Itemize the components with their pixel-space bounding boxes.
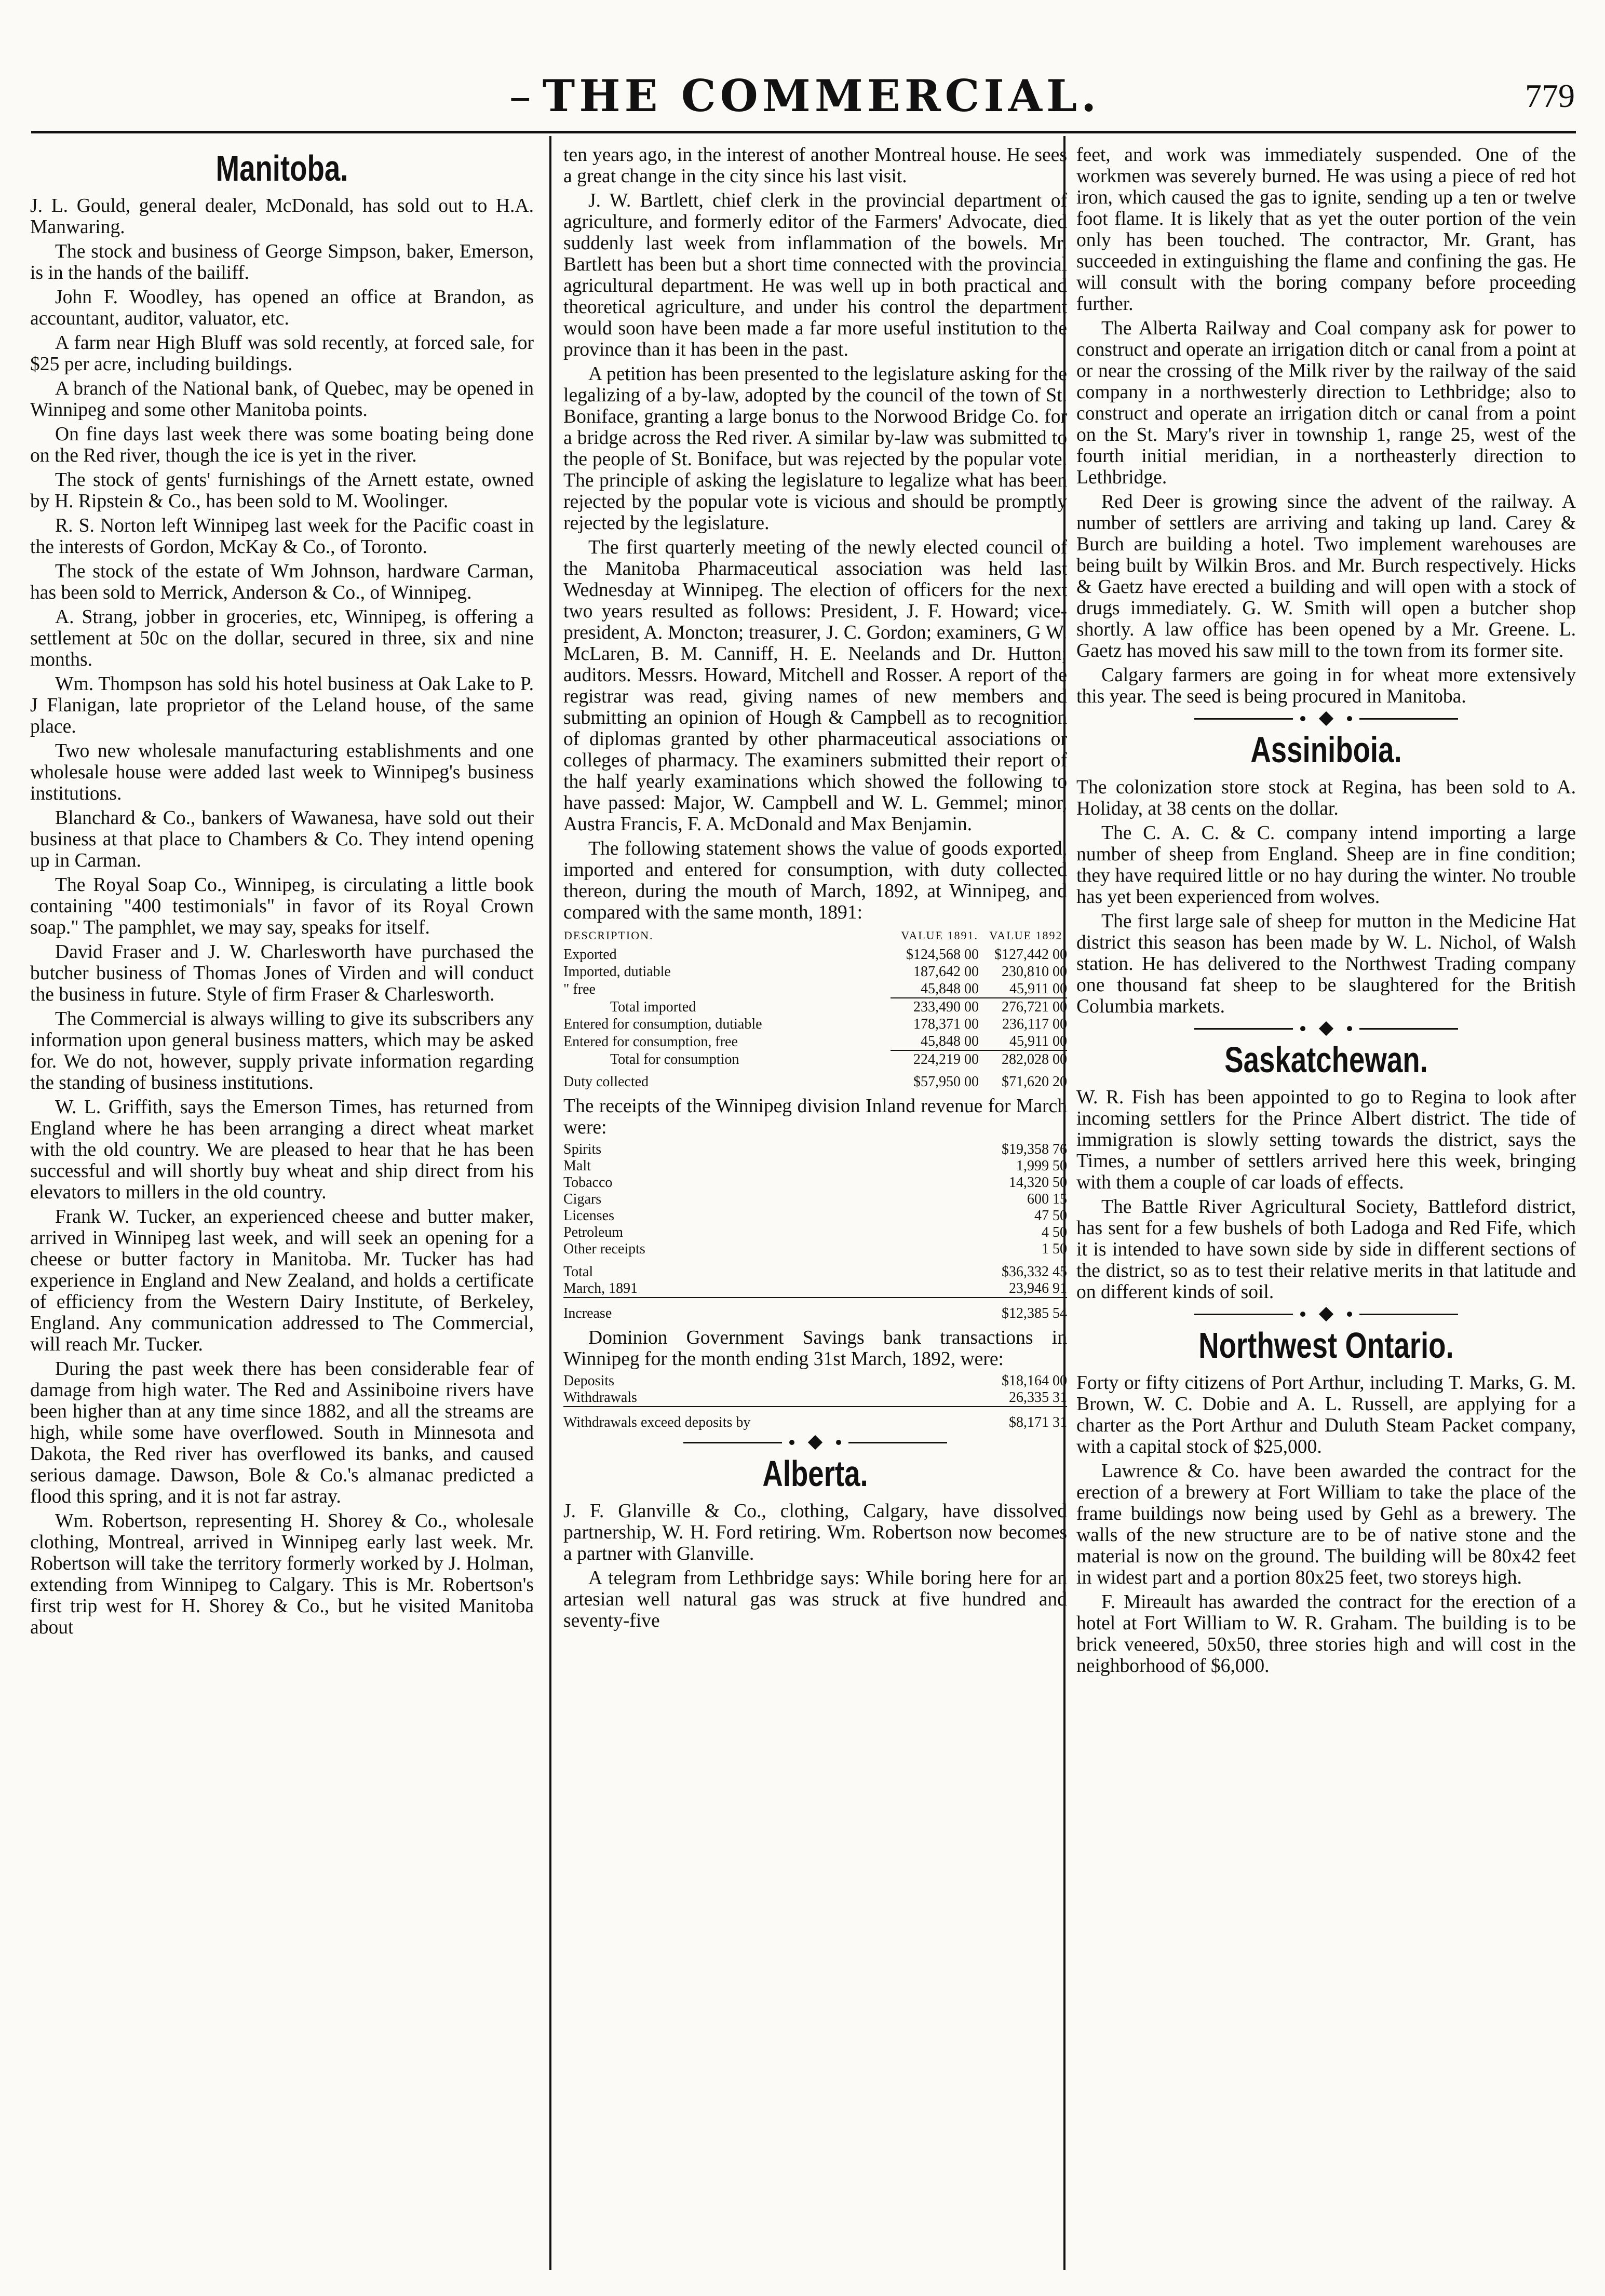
table-cell: Entered for consumption, dutiable: [563, 1016, 762, 1032]
savings-bank-table: [563, 1373, 1067, 1431]
article-paragraph: The stock of the estate of Wm Johnson, hardware Carman, has been sold to Merrick, Anderson & Co., of Winnipeg.: [30, 561, 534, 603]
article-paragraph: The Alberta Railway and Coal company ask for power to construct and operate an irrigation ditch or canal from a point at or near the crossing of the Milk river by the railway of the said company in a northwesterly direction to Lethbridge; also to construct and operate an irrigation ditch or canal from a point on the St. Mary's river in township 1, range 25, west of the fourth initial meridian, in a northeasterly direction to Lethbridge.: [1076, 318, 1576, 488]
article-paragraph: On fine days last week there was some boating being done on the Red river, though the ice is yet in the river.: [30, 424, 534, 466]
section-separator: [1076, 1023, 1576, 1034]
article-paragraph: David Fraser and J. W. Charlesworth have purchased the butcher business of Thomas Jones of Virden and will conduct the business in future. Style of firm Fraser & Charlesworth.: [30, 941, 534, 1005]
table-cell: 282,028 00: [979, 1050, 1067, 1068]
table-cell: 1,999 50: [1016, 1158, 1067, 1174]
table-row: [563, 1050, 1067, 1068]
table-cell: Malt: [563, 1158, 591, 1174]
table-header: VALUE 1892.: [989, 929, 1067, 942]
table-cell: Spirits: [563, 1141, 602, 1157]
table-row: [563, 946, 1067, 963]
table-header: DESCRIPTION.: [564, 929, 654, 942]
section-separator: [1076, 713, 1576, 724]
article-paragraph: The first quarterly meeting of the newly elected council of the Manitoba Pharmaceutical association was held last Wednesday at Winnipeg. The election of officers for the next two years resulted as follows: President, J. F. Howard; vice-president, A. Moncton; treasurer, J. C. Gordon; examiners, G W. McLaren, B. M. Canniff, H. E. Neelands and Dr. Hutton; auditors. Messrs. Howard, Mitchell and Rosser. A report of the registrar was read, giving names of new members and submitting an opinion of Hough & Campbell as to recognition of diplomas granted by other pharmaceutical associations or colleges of pharmacy. The examiners submitted their report of the half yearly examinations which showed the following to have passed: Major, W. Campbell and W. L. Gemmel; minor, Austra Francis, F. A. McDonald and Max Benjamin.: [563, 537, 1067, 835]
savings-bank-intro: Dominion Government Savings bank transactions in Winnipeg for the month ending 31st March, 1892, were:: [563, 1327, 1067, 1370]
trade-statement-table: [563, 926, 1067, 1090]
article-paragraph: A farm near High Bluff was sold recently, at forced sale, for $25 per acre, including buildings.: [30, 332, 534, 375]
table-cell: $127,442 00: [994, 947, 1067, 963]
table-cell: Entered for consumption, free: [563, 1034, 738, 1050]
masthead-title: THE COMMERCIAL.: [542, 70, 1101, 121]
article-paragraph: Frank W. Tucker, an experienced cheese and butter maker, arrived in Winnipeg last week, and will seek an opening for a cheese or butter factory in Manitoba. Mr. Tucker has had experience in England and New Zealand, and holds a certificate of efficiency from the Western Dairy Institute, of Berkeley, England. Any communication addressed to The Commercial, will reach Mr. Tucker.: [30, 1206, 534, 1355]
table-cell: 1 50: [1042, 1241, 1067, 1257]
table-row: [563, 1158, 1067, 1174]
table-cell: 45,848 00: [921, 1033, 979, 1049]
article-paragraph: A. Strang, jobber in groceries, etc, Winnipeg, is offering a settlement at 50c on the dollar, secured in three, six and nine months.: [30, 606, 534, 670]
table-cell: 187,642 00: [913, 964, 979, 980]
masthead: [363, 70, 1246, 122]
article-paragraph: Calgary farmers are going in for wheat more extensively this year. The seed is being procured in Manitoba.: [1076, 665, 1576, 707]
table-cell: 230,810 00: [1002, 964, 1067, 980]
column-2: [563, 144, 1067, 2278]
table-cell: $19,358 76: [1002, 1141, 1067, 1157]
table-row: [563, 1241, 1067, 1258]
table-cell: 4 50: [1042, 1224, 1067, 1240]
masthead-dash: –: [509, 71, 535, 121]
article-paragraph: The C. A. C. & C. company intend importing a large number of sheep from England. Sheep are in fine condition; they have required little or no hay during the winter. No trouble has yet been experienced from wolves.: [1076, 822, 1576, 908]
table-cell: $71,620 20: [1002, 1074, 1067, 1090]
table-row: [563, 1280, 1067, 1298]
article-paragraph: The Battle River Agricultural Society, Battleford district, has sent for a few bushels of both Ladoga and Red Fife, which it is intended to have sown side by side in different sections of the district, so as to test their relative merits in that latitude and on different kinds of soil.: [1076, 1196, 1576, 1303]
section-heading-northwest-ontario: Northwest Ontario.: [1198, 1325, 1454, 1366]
table-row: [563, 1373, 1067, 1389]
article-paragraph: A petition has been presented to the legislature asking for the legalizing of a by-law, adopted by the council of the town of St. Boniface, granting a large bonus to the Norwood Bridge Co. for a bridge across the Red river. A similar by-law was submitted to the people of St. Boniface, but was rejected by the popular vote. The principle of asking the legislature to legalize what has been rejected by the popular vote is vicious and should be promptly rejected by the legislature.: [563, 363, 1067, 534]
article-paragraph: The Royal Soap Co., Winnipeg, is circulating a little book containing "400 testimonials" in favor of its Royal Crown soap." The pamphlet, we may say, speaks for itself.: [30, 874, 534, 938]
table-cell: Total imported: [610, 999, 696, 1015]
table-cell: Other receipts: [563, 1241, 645, 1257]
table-header: VALUE 1891.: [901, 929, 978, 942]
table-cell: $57,950 00: [913, 1074, 979, 1090]
article-paragraph: John F. Woodley, has opened an office at Brandon, as accountant, auditor, valuator, etc.: [30, 287, 534, 329]
table-cell: March, 1891: [563, 1280, 638, 1296]
table-row: [563, 1208, 1067, 1224]
article-paragraph: The following statement shows the value of goods exported, imported and entered for consumption, with duty collected thereon, during the mouth of March, 1892, at Winnipeg, and compared with the same month, 1891:: [563, 838, 1067, 923]
article-paragraph: Two new wholesale manufacturing establishments and one wholesale house were added last week to Winnipeg's business institutions.: [30, 740, 534, 804]
table-cell: 276,721 00: [979, 998, 1067, 1016]
section-heading-assiniboia: Assiniboia.: [1250, 730, 1402, 770]
table-cell: Cigars: [563, 1191, 602, 1207]
article-paragraph: Lawrence & Co. have been awarded the contract for the erection of a brewery at Fort William to take the place of the frame buildings now being used by Gehl as a brewery. The walls of the new structure are to be of native stone and the material is now on the ground. The building will be 80x42 feet in widest part and a portion 80x25 feet, two storeys high.: [1076, 1461, 1576, 1588]
table-row: [563, 998, 1067, 1016]
table-cell: 23,946 91: [1009, 1280, 1067, 1296]
table-row: [563, 1224, 1067, 1241]
table-cell: Increase: [563, 1298, 968, 1322]
northwest-ontario-articles: [1076, 1372, 1576, 1677]
table-row: [563, 1407, 1067, 1431]
saskatchewan-articles: [1076, 1087, 1576, 1303]
header-rule: [31, 131, 1576, 133]
table-row: [563, 1298, 1067, 1322]
column-1: [30, 144, 534, 2278]
table-cell: 26,335 31: [1009, 1389, 1067, 1406]
table-cell: Total: [563, 1264, 594, 1280]
table-cell: 14,320 50: [1009, 1174, 1067, 1191]
table-cell: Total for consumption: [610, 1051, 739, 1068]
table-cell: Withdrawals: [563, 1389, 637, 1406]
column-rule-1: [549, 136, 551, 2270]
section-separator: [1076, 1309, 1576, 1319]
table-cell: 45,911 00: [1009, 981, 1067, 997]
table-row: [563, 1068, 1067, 1090]
article-paragraph: A telegram from Lethbridge says: While boring here for an artesian well natural gas was struck at five hundred and seventy-five: [563, 1568, 1067, 1631]
table-row: [563, 1174, 1067, 1191]
section-heading-saskatchewan: Saskatchewan.: [1224, 1039, 1428, 1080]
article-paragraph: feet, and work was immediately suspended. One of the workmen was severely burned. He was using a piece of red hot iron, which caused the gas to ignite, sending up a ten or twelve foot flame. It is likely that as yet the outer portion of the vein only has been touched. The contractor, Mr. Grant, has succeeded in extinguishing the flame and confining the gas. He will consult with the boring company before proceeding further.: [1076, 144, 1576, 315]
inland-revenue-intro: The receipts of the Winnipeg division Inland revenue for March were:: [563, 1096, 1067, 1138]
section-separator: [563, 1437, 1067, 1448]
column-3: [1076, 144, 1576, 2278]
table-cell: Deposits: [563, 1373, 614, 1389]
article-paragraph: Wm. Thompson has sold his hotel business at Oak Lake to P. J Flanigan, late proprietor of the Leland house, of the same place.: [30, 673, 534, 737]
article-paragraph: Red Deer is growing since the advent of the railway. A number of settlers are arriving and taking up land. Carey & Burch are building a hotel. Two implement warehouses are being built by Wilkin Bros. and Mr. Burch respectively. Hicks & Gaetz have erected a building and will open with a stock of drugs immediately. G. W. Smith will open a butcher shop shortly. A law office has been opened by a Mr. Greene. L. Gaetz has moved his saw mill to the town from its former site.: [1076, 491, 1576, 661]
alberta-articles-continued: [1076, 144, 1576, 707]
table-cell: 236,117 00: [1002, 1016, 1067, 1032]
table-cell: $12,385 54: [968, 1298, 1067, 1322]
manitoba-articles-continued: [563, 144, 1067, 923]
table-row: [563, 963, 1067, 980]
article-paragraph: Blanchard & Co., bankers of Wawanesa, have sold out their business at that place to Chambers & Co. They intend opening up in Carman.: [30, 807, 534, 871]
article-paragraph: W. L. Griffith, says the Emerson Times, has returned from England where he has been arranging a direct wheat market with the old country. We are pleased to hear that he has been successful and will shortly buy wheat and ship direct from his elevators to millers in the old country.: [30, 1097, 534, 1203]
table-cell: Exported: [563, 947, 617, 963]
table-row: [563, 1258, 1067, 1280]
article-paragraph: The stock of gents' furnishings of the Arnett estate, owned by H. Ripstein & Co., has been sold to M. Woolinger.: [30, 469, 534, 512]
table-cell: 178,371 00: [913, 1016, 979, 1032]
table-cell: Tobacco: [563, 1174, 613, 1191]
table-cell: $8,171 31: [968, 1407, 1067, 1431]
table-cell: $18,164 00: [1002, 1373, 1067, 1389]
article-paragraph: J. L. Gould, general dealer, McDonald, has sold out to H.A. Manwaring.: [30, 195, 534, 238]
article-paragraph: J. W. Bartlett, chief clerk in the provincial department of agriculture, and formerly editor of the Farmers' Advocate, died suddenly last week from inflammation of the bowels. Mr. Bartlett has been but a short time connected with the provincial agricultural department. He was well up in both practical and theoretical agriculture, and under his control the department would soon have been made a far more useful institution to the province than it has been in the past.: [563, 190, 1067, 360]
table-cell: Licenses: [563, 1208, 614, 1224]
table-row: [563, 980, 1067, 998]
article-paragraph: Forty or fifty citizens of Port Arthur, including T. Marks, G. M. Brown, W. C. Dobie and A. L. Russell, are applying for a charter as the Port Arthur and Duluth Steam Packet company, with a capital stock of $25,000.: [1076, 1372, 1576, 1457]
table-cell: $36,332 45: [1002, 1264, 1067, 1280]
section-heading-manitoba: Manitoba.: [215, 148, 348, 188]
table-cell: 45,848 00: [921, 981, 979, 997]
table-row: [563, 1191, 1067, 1208]
article-paragraph: The first large sale of sheep for mutton in the Medicine Hat district this season has been made by W. L. Nichol, of Walsh station. He has delivered to the Northwest Trading company one thousand fat sheep to be slaughtered for the British Columbia markets.: [1076, 911, 1576, 1017]
table-row: [563, 1141, 1067, 1158]
table-cell: 600 15: [1027, 1191, 1067, 1207]
table-cell: Duty collected: [563, 1074, 649, 1090]
manitoba-articles: [30, 195, 534, 1638]
table-cell: 224,219 00: [891, 1050, 979, 1068]
table-cell: 47 50: [1034, 1208, 1067, 1224]
article-paragraph: W. R. Fish has been appointed to go to Regina to look after incoming settlers for the Prince Albert district. The tide of immigration is slowly setting towards the district, says the Times, a number of settlers arrived here this week, bringing with them a couple of car loads of effects.: [1076, 1087, 1576, 1193]
table-cell: 45,911 00: [1009, 1033, 1067, 1049]
table-cell: Petroleum: [563, 1224, 624, 1240]
assiniboia-articles: [1076, 777, 1576, 1017]
article-paragraph: A branch of the National bank, of Quebec, may be opened in Winnipeg and some other Manitoba points.: [30, 378, 534, 421]
article-paragraph: During the past week there has been considerable fear of damage from high water. The Red and Assiniboine rivers have been higher than at any time since 1882, and all the streams are high, while some have overflowed. South in Minnesota and Dakota, the Red river has overflowed its banks, and caused serious damage. Dawson, Bole & Co.'s almanac predicted a flood this spring, and it is not far astray.: [30, 1358, 534, 1507]
article-paragraph: R. S. Norton left Winnipeg last week for the Pacific coast in the interests of Gordon, McKay & Co., of Toronto.: [30, 515, 534, 558]
article-paragraph: The stock and business of George Simpson, baker, Emerson, is in the hands of the bailiff.: [30, 241, 534, 283]
table-cell: 233,490 00: [891, 998, 979, 1016]
article-paragraph: The colonization store stock at Regina, has been sold to A. Holiday, at 38 cents on the dollar.: [1076, 777, 1576, 819]
article-paragraph: F. Mireault has awarded the contract for the erection of a hotel at Fort William to W. R. Graham. The building is to be brick veneered, 50x50, three stories high and will cost in the neighborhood of $6,000.: [1076, 1591, 1576, 1677]
table-cell: Withdrawals exceed deposits by: [563, 1407, 968, 1431]
article-paragraph: The Commercial is always willing to give its subscribers any information upon general business matters, which may be asked for. We do not, however, supply private information regarding the standing of business institutions.: [30, 1008, 534, 1093]
article-paragraph: Wm. Robertson, representing H. Shorey & Co., wholesale clothing, Montreal, arrived in Winnipeg early last week. Mr. Robertson will take the territory formerly worked by J. Holman, extending from Winnipeg to Calgary. This is Mr. Robertson's first trip west for H. Shorey & Co., but he visited Manitoba about: [30, 1510, 534, 1638]
alberta-articles: [563, 1501, 1067, 1631]
table-row: [563, 1389, 1067, 1407]
section-heading-alberta: Alberta.: [762, 1453, 868, 1494]
table-row: [563, 1033, 1067, 1050]
table-row: [563, 1016, 1067, 1033]
inland-revenue-table: [563, 1141, 1067, 1322]
article-paragraph: J. F. Glanville & Co., clothing, Calgary, have dissolved partnership, W. H. Ford retiring. Wm. Robertson now becomes a partner with Glanville.: [563, 1501, 1067, 1564]
page-number: 779: [1525, 77, 1575, 114]
article-paragraph: ten years ago, in the interest of another Montreal house. He sees a great change in the city since his last visit.: [563, 144, 1067, 187]
table-cell: $124,568 00: [906, 947, 979, 963]
table-cell: Imported, dutiable: [563, 964, 671, 980]
table-cell: " free: [563, 981, 596, 997]
